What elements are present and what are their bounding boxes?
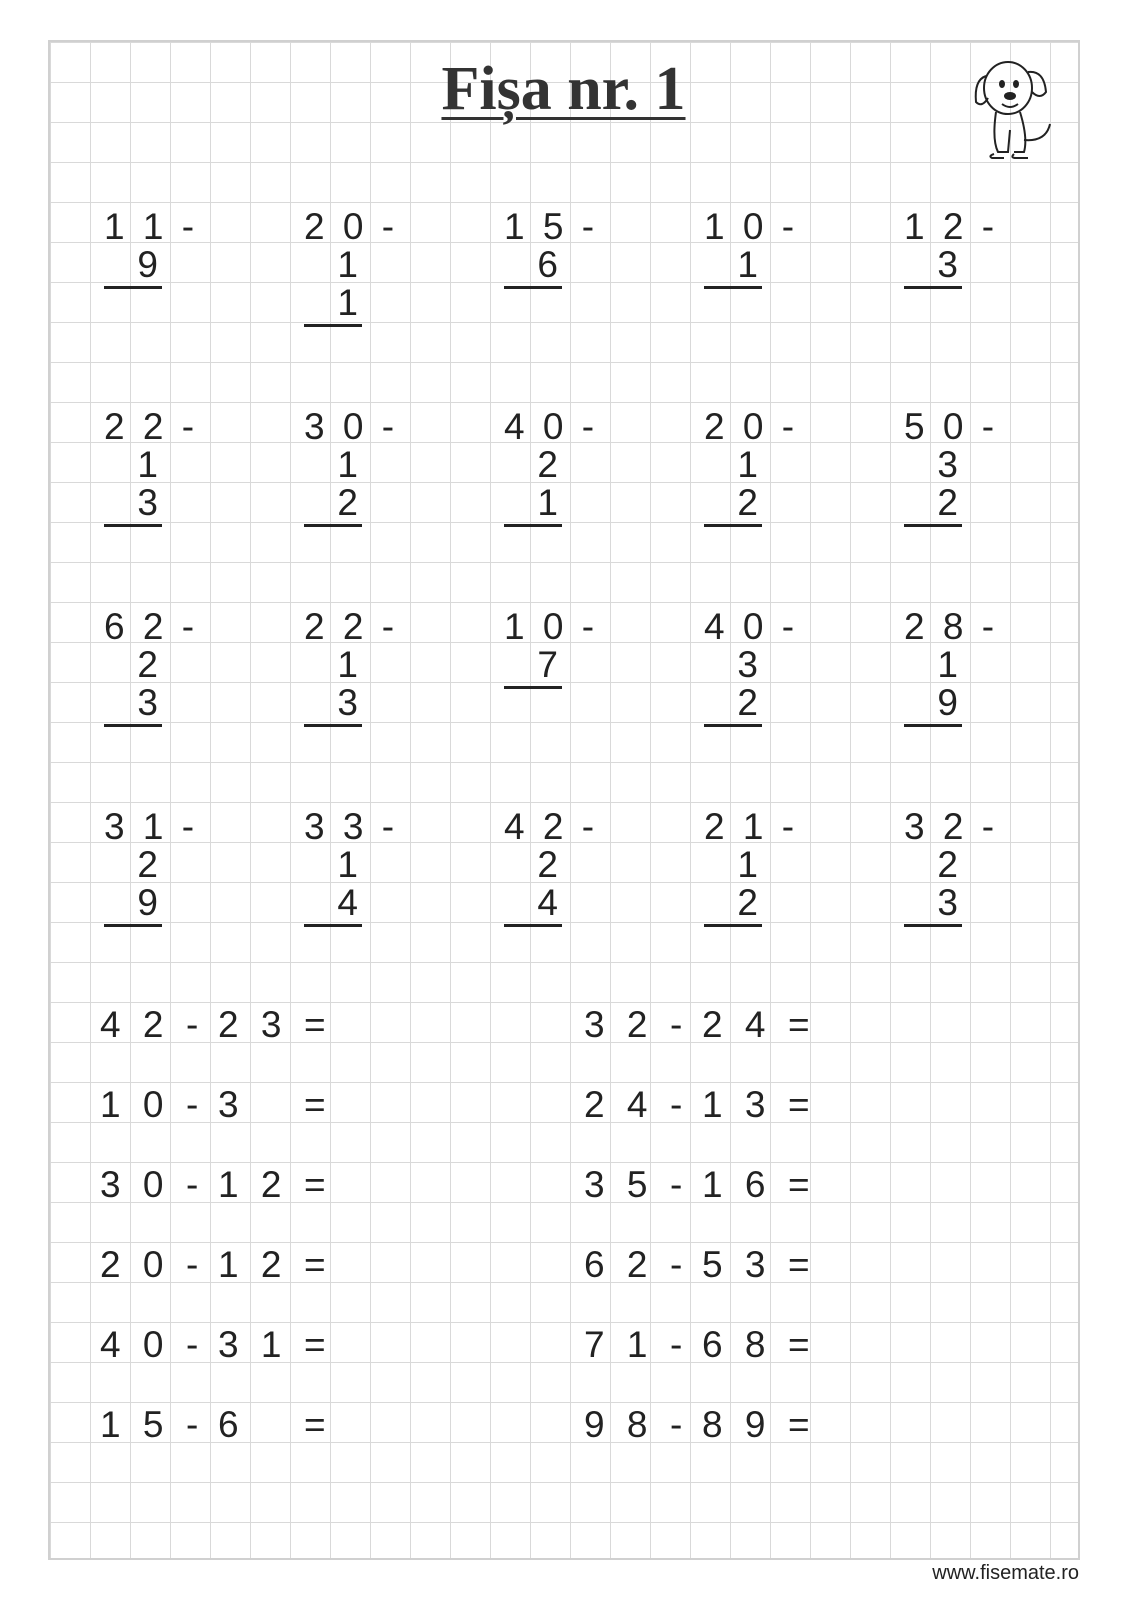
column-problem bbox=[104, 208, 224, 289]
second-number: 3 1 bbox=[218, 1324, 288, 1365]
subtrahend: 3 bbox=[904, 246, 962, 289]
column-problem bbox=[104, 808, 224, 927]
equals-sign: = bbox=[788, 1244, 810, 1285]
second-number: 8 9 bbox=[702, 1404, 772, 1445]
puppy-icon bbox=[968, 50, 1058, 160]
subtrahend: 1 9 bbox=[904, 646, 962, 727]
inline-problem bbox=[100, 1324, 334, 1366]
first-number: 2 0 bbox=[100, 1244, 170, 1285]
subtrahend: 1 2 bbox=[704, 446, 762, 527]
inline-problem bbox=[100, 1084, 334, 1126]
first-number: 7 1 bbox=[584, 1324, 654, 1365]
first-number: 3 0 bbox=[100, 1164, 170, 1205]
equals-sign: = bbox=[304, 1004, 326, 1045]
inline-problem bbox=[100, 1244, 334, 1286]
second-number: 1 2 bbox=[218, 1164, 288, 1205]
first-number: 4 0 bbox=[100, 1324, 170, 1365]
subtrahend: 6 bbox=[504, 246, 562, 289]
inline-problem bbox=[584, 1244, 818, 1286]
footer-url: www.fisemate.ro bbox=[932, 1562, 1079, 1584]
minuend: 4 0 - bbox=[504, 406, 599, 447]
column-problem bbox=[904, 408, 1024, 527]
first-number: 2 4 bbox=[584, 1084, 654, 1125]
equals-sign: = bbox=[304, 1404, 326, 1445]
first-number: 1 0 bbox=[100, 1084, 170, 1125]
minuend: 1 5 - bbox=[504, 206, 599, 247]
subtrahend: 1 2 bbox=[304, 446, 362, 527]
column-problem bbox=[904, 808, 1024, 927]
subtrahend: 1 4 bbox=[304, 846, 362, 927]
column-problem bbox=[304, 408, 424, 527]
subtrahend: 2 9 bbox=[104, 846, 162, 927]
equals-sign: = bbox=[788, 1084, 810, 1125]
second-number: 6 8 bbox=[702, 1324, 772, 1365]
minuend: 4 2 - bbox=[504, 806, 599, 847]
column-problem bbox=[304, 808, 424, 927]
first-number: 3 2 bbox=[584, 1004, 654, 1045]
inline-problem bbox=[100, 1404, 334, 1446]
second-number: 5 3 bbox=[702, 1244, 772, 1285]
column-problem bbox=[104, 408, 224, 527]
subtrahend: 3 2 bbox=[904, 446, 962, 527]
minus-sign: - bbox=[186, 1324, 199, 1365]
minus-sign: - bbox=[670, 1004, 683, 1045]
minuend: 2 2 - bbox=[304, 606, 399, 647]
subtrahend: 2 4 bbox=[504, 846, 562, 927]
column-problem bbox=[504, 608, 624, 689]
subtrahend: 1 3 bbox=[104, 446, 162, 527]
minus-sign: - bbox=[670, 1404, 683, 1445]
minuend: 1 2 - bbox=[904, 206, 999, 247]
equals-sign: = bbox=[304, 1084, 326, 1125]
minuend: 2 0 - bbox=[704, 406, 799, 447]
inline-problem bbox=[584, 1004, 818, 1046]
equals-sign: = bbox=[788, 1164, 810, 1205]
minus-sign: - bbox=[186, 1244, 199, 1285]
subtrahend: 7 bbox=[504, 646, 562, 689]
minuend: 3 0 - bbox=[304, 406, 399, 447]
inline-problem bbox=[584, 1084, 818, 1126]
inline-problem bbox=[100, 1004, 334, 1046]
minuend: 2 2 - bbox=[104, 406, 199, 447]
minuend: 1 0 - bbox=[704, 206, 799, 247]
minuend: 3 3 - bbox=[304, 806, 399, 847]
column-problem bbox=[504, 208, 624, 289]
second-number: 1 2 bbox=[218, 1244, 288, 1285]
minuend: 1 0 - bbox=[504, 606, 599, 647]
column-problem bbox=[704, 208, 824, 289]
minus-sign: - bbox=[186, 1164, 199, 1205]
minuend: 3 1 - bbox=[104, 806, 199, 847]
column-problem bbox=[704, 808, 824, 927]
minus-sign: - bbox=[186, 1004, 199, 1045]
worksheet-title: Fișa nr. 1 bbox=[441, 55, 686, 123]
equals-sign: = bbox=[304, 1244, 326, 1285]
first-number: 4 2 bbox=[100, 1004, 170, 1045]
minus-sign: - bbox=[186, 1084, 199, 1125]
first-number: 1 5 bbox=[100, 1404, 170, 1445]
inline-problem bbox=[584, 1164, 818, 1206]
equals-sign: = bbox=[788, 1324, 810, 1365]
minuend: 5 0 - bbox=[904, 406, 999, 447]
column-problem bbox=[704, 608, 824, 727]
subtrahend: 2 1 bbox=[504, 446, 562, 527]
minuend: 6 2 - bbox=[104, 606, 199, 647]
column-problem bbox=[504, 408, 624, 527]
minus-sign: - bbox=[670, 1084, 683, 1125]
minuend: 2 0 - bbox=[304, 206, 399, 247]
inline-problem bbox=[584, 1404, 818, 1446]
minus-sign: - bbox=[670, 1324, 683, 1365]
subtrahend: 1 1 bbox=[304, 246, 362, 327]
column-problem bbox=[504, 808, 624, 927]
second-number: 3 bbox=[218, 1084, 245, 1125]
column-problem bbox=[904, 608, 1024, 727]
first-number: 3 5 bbox=[584, 1164, 654, 1205]
second-number: 6 bbox=[218, 1404, 245, 1445]
minus-sign: - bbox=[186, 1404, 199, 1445]
minuend: 3 2 - bbox=[904, 806, 999, 847]
equals-sign: = bbox=[304, 1324, 326, 1365]
equals-sign: = bbox=[788, 1404, 810, 1445]
column-problem bbox=[904, 208, 1024, 289]
inline-problem bbox=[584, 1324, 818, 1366]
first-number: 9 8 bbox=[584, 1404, 654, 1445]
minuend: 4 0 - bbox=[704, 606, 799, 647]
column-problem bbox=[304, 608, 424, 727]
first-number: 6 2 bbox=[584, 1244, 654, 1285]
subtrahend: 2 3 bbox=[904, 846, 962, 927]
second-number: 2 3 bbox=[218, 1004, 288, 1045]
inline-problem bbox=[100, 1164, 334, 1206]
subtrahend: 1 3 bbox=[304, 646, 362, 727]
second-number: 1 6 bbox=[702, 1164, 772, 1205]
column-problem bbox=[304, 208, 424, 327]
column-problem bbox=[704, 408, 824, 527]
column-problem bbox=[104, 608, 224, 727]
minus-sign: - bbox=[670, 1164, 683, 1205]
subtrahend: 1 2 bbox=[704, 846, 762, 927]
equals-sign: = bbox=[304, 1164, 326, 1205]
minus-sign: - bbox=[670, 1244, 683, 1285]
second-number: 1 3 bbox=[702, 1084, 772, 1125]
subtrahend: 1 bbox=[704, 246, 762, 289]
subtrahend: 2 3 bbox=[104, 646, 162, 727]
second-number: 2 4 bbox=[702, 1004, 772, 1045]
minuend: 2 8 - bbox=[904, 606, 999, 647]
subtrahend: 9 bbox=[104, 246, 162, 289]
minuend: 2 1 - bbox=[704, 806, 799, 847]
minuend: 1 1 - bbox=[104, 206, 199, 247]
subtrahend: 3 2 bbox=[704, 646, 762, 727]
equals-sign: = bbox=[788, 1004, 810, 1045]
